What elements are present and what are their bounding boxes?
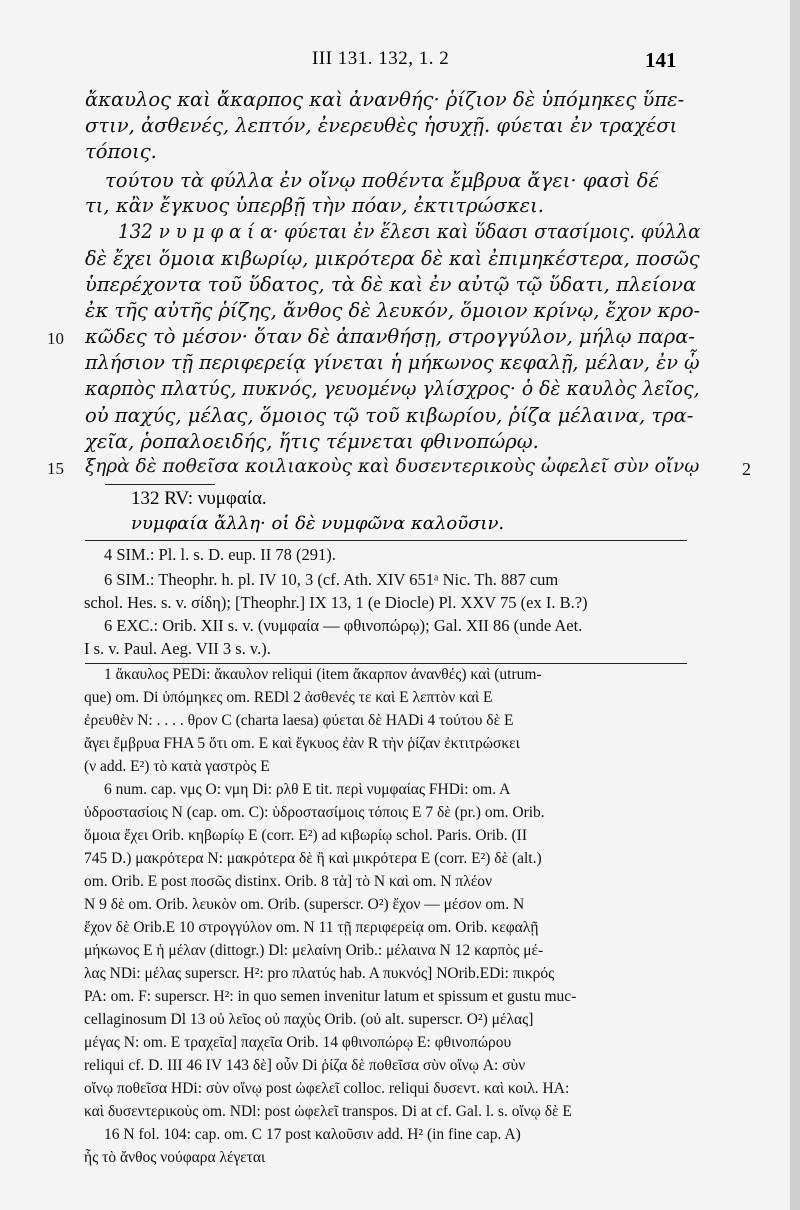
apparatus-line: μέγας N: om. E τραχεῖα] παχεῖα Orib. 14 φθινοπώρῳ E: φθινοπώρου [84, 1034, 512, 1051]
apparatus-line: om. Orib. E post ποσῶς distinx. Orib. 8 τὰ] τὸ N καὶ om. N πλέον [84, 873, 493, 890]
text-line: ξηρὰ δὲ ποθεῖσα κοιλιακοὺς καὶ δυσεντερικοὺς ὠφελεῖ σὺν οἴνῳ [85, 456, 700, 477]
apparatus-line: ἄγει ἔμβρυα FHA 5 ὅτι om. E καὶ ἔγκυος ἐὰν R τὴν ῥίζαν ἐκτιτρώσκει [84, 735, 520, 752]
apparatus-line: λας NDi: μέλας superscr. H²: pro πλατύς hab. A πυκνός] NOrib.EDi: πικρός [84, 965, 555, 982]
text-line: στιν, ἀσθενές, λεπτόν, ἐνερευθὲς ἡσυχῇ. φύεται ἐν τραχέσι [85, 114, 678, 137]
apparatus-line: ἐρευθὲν N: . . . . θρον C (charta laesa) φύεται δὲ HADi 4 τούτου δὲ E [84, 712, 514, 729]
apparatus-line: PA: om. F: superscr. H²: in quo semen invenitur latum et spissum et gustu muc- [84, 988, 577, 1005]
testimonia-line: 4 SIM.: Pl. l. s. D. eup. II 78 (291). [104, 545, 336, 564]
testimonia-line: 6 SIM.: Theophr. h. pl. IV 10, 3 (cf. Ath. XIV 651ᵃ Nic. Th. 887 cum [104, 570, 559, 589]
text-line: τι, κἂν ἔγκυος ὑπερβῇ τὴν πόαν, ἐκτιτρώσκει. [85, 194, 544, 217]
apparatus-line: οἴνῳ ποθεῖσα HDi: σὺν οἴνῳ post ὠφελεῖ colloc. reliqui δυσεντ. καὶ κοιλ. HA: [84, 1080, 570, 1097]
text-line: ἄκαυλος καὶ ἄκαρπος καὶ ἀνανθής· ῥίζιον δὲ ὑπόμηκες ὕπε- [85, 88, 685, 111]
apparatus-line: 745 D.) μακρότερα N: μακρότερα δὲ ἢ καὶ μικρότερα E (corr. E²) δὲ (alt.) [84, 850, 542, 867]
testimonia-line: 6 EXC.: Orib. XII s. v. (νυμφαία — φθινοπώρῳ); Gal. XII 86 (unde Aet. [104, 616, 583, 635]
text-line: ὑπερέχοντα τοῦ ὕδατος, τὰ δὲ καὶ ἐν αὐτῷ τῷ ὕδατι, πλείονα [85, 273, 697, 296]
apparatus-line: 6 num. cap. νμς O: νμη Di: ρλθ E tit. περὶ νυμφαίας FHDi: om. A [104, 781, 511, 798]
running-title: III 131. 132, 1. 2 [312, 48, 450, 69]
sub-entry-line: νυμφαία ἄλλη· οἱ δὲ νυμφῶνα καλοῦσιν. [131, 513, 505, 534]
apparatus-line: 1 ἄκαυλος PEDi: ἄκαυλον reliqui (item ἄκαρπον ἀνανθές) καὶ (utrum- [104, 666, 542, 683]
apparatus-rule [85, 663, 687, 664]
text-line: κῶδες τὸ μέσον· ὅταν δὲ ἀπανθήσῃ, στρογγύλον, μήλῳ παρα- [85, 325, 695, 348]
apparatus-line: que) om. Di ὑπόμηκες om. REDl 2 ἀσθενές τε καὶ E λεπτὸν καὶ E [84, 689, 493, 706]
apparatus-line: ὑδροστασίοις N (cap. om. C): ὑδροστασίμοις τόποις E 7 δὲ (pr.) om. Orib. [84, 804, 545, 821]
apparatus-line: cellaginosum Dl 13 οὐ λεῖος οὐ παχὺς Orib. (οὐ alt. superscr. O²) μέλας] [84, 1011, 534, 1028]
line-number-15: 15 [47, 459, 64, 478]
text-line: πλήσιον τῇ περιφερείᾳ γίνεται ἡ μήκωνος κεφαλῇ, μέλαν, ἐν ᾧ [85, 351, 700, 374]
apparatus-line: μήκωνος E ἡ μέλαν (dittogr.) Dl: μελαίνη Orib.: μέλαινα N 12 καρπὸς μέ- [84, 942, 544, 959]
text-line: 132 ν υ μ φ α ί α· φύεται ἐν ἕλεσι καὶ ὕδασι στασίμοις. φύλλα [118, 220, 701, 243]
text-line: ἐκ τῆς αὐτῆς ῥίζης, ἄνθος δὲ λευκόν, ὅμοιον κρίνῳ, ἔχον κρο- [85, 299, 701, 322]
divider-rule [105, 484, 215, 485]
testimonia-rule [85, 540, 687, 541]
apparatus-line: reliqui cf. D. III 46 IV 143 δὲ] οὖν Di ῥίζα δὲ ποθεῖσα σὺν οἴνῳ A: σὺν [84, 1057, 526, 1074]
line-number-10: 10 [47, 329, 64, 348]
testimonia-line: I s. v. Paul. Aeg. VII 3 s. v.). [84, 639, 271, 658]
apparatus-line: 16 N fol. 104: cap. om. C 17 post καλοῦσιν add. H² (in fine cap. A) [104, 1126, 521, 1143]
sub-entry-title: 132 RV: νυμφαία. [131, 488, 267, 509]
text-line: τούτου τὰ φύλλα ἐν οἴνῳ ποθέντα ἔμβρυα ἄγει· φασὶ δέ [105, 169, 659, 192]
testimonia-line: schol. Hes. s. v. σίδη); [Theophr.] IX 13, 1 (e Diocle) Pl. XXV 75 (ex I. B.?) [84, 593, 588, 612]
page-number: 141 [645, 48, 677, 72]
apparatus-line: ὅμοια ἔχει Orib. κηβωρίῳ E (corr. E²) ad κιβωρίῳ schol. Paris. Orib. (II [84, 827, 527, 844]
text-line: τόποις. [85, 140, 157, 163]
text-line: καρπὸς πλατύς, πυκνός, γευομένῳ γλίσχρος· ὁ δὲ καυλὸς λεῖος, [85, 377, 700, 400]
apparatus-line: ἔχον δὲ Orib.E 10 στρογγύλον om. N 11 τῇ περιφερείᾳ om. Orib. κεφαλῇ [84, 919, 539, 936]
text-line: χεῖα, ῥοπαλοειδής, ἥτις τέμνεται φθινοπώρῳ. [85, 430, 539, 453]
text-line: δὲ ἔχει ὅμοια κιβωρίῳ, μικρότερα δὲ καὶ ἐπιμηκέστερα, ποσῶς [85, 247, 700, 270]
margin-number: 2 [742, 459, 751, 479]
apparatus-line: N 9 δὲ om. Orib. λευκὸν om. Orib. (superscr. O²) ἔχον — μέσον om. N [84, 896, 525, 913]
apparatus-line: (ν add. E²) τὸ κατὰ γαστρὸς E [84, 758, 270, 775]
apparatus-line: ἧς τὸ ἄνθος νούφαρα λέγεται [84, 1149, 266, 1166]
text-line: οὐ παχύς, μέλας, ὅμοιος τῷ τοῦ κιβωρίου, ῥίζα μέλαινα, τρα- [85, 404, 694, 427]
running-header [0, 48, 790, 72]
apparatus-line: καὶ δυσεντερικοὺς om. NDl: post ὠφελεῖ transpos. Di at cf. Gal. l. s. οἴνῳ δὲ E [84, 1103, 572, 1120]
